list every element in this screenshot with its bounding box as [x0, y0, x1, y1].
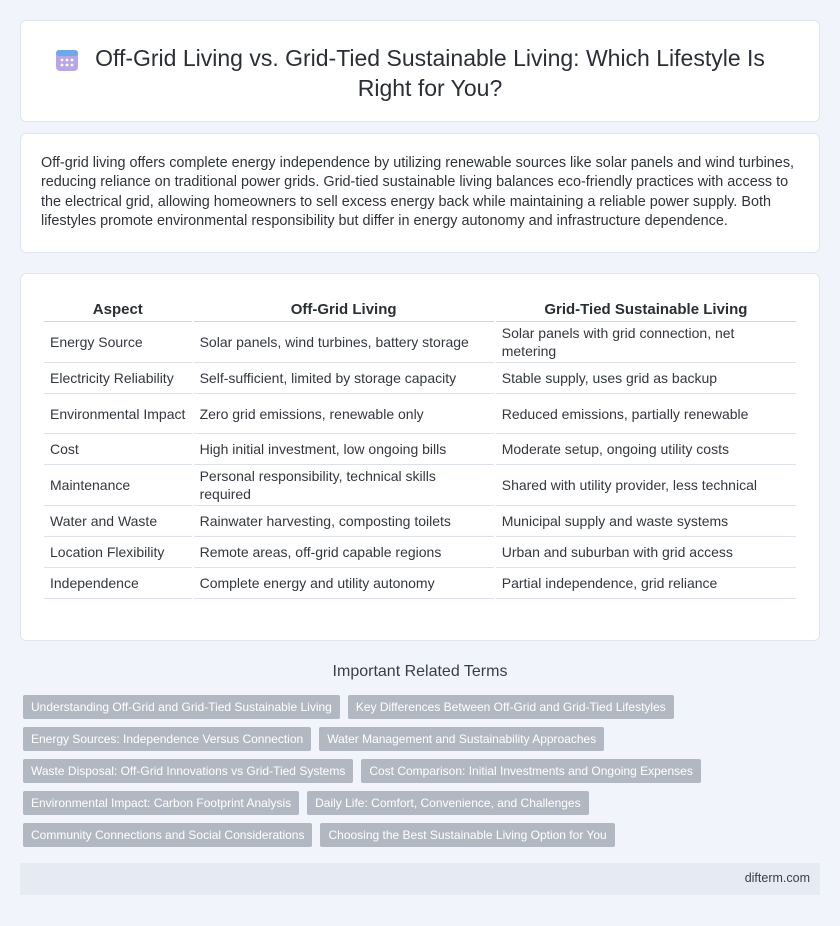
comparison-table-card — [20, 273, 820, 641]
cell-aspect: Maintenance — [44, 465, 192, 506]
cell-off-grid: Zero grid emissions, renewable only — [194, 394, 494, 434]
cell-aspect: Energy Source — [44, 322, 192, 363]
related-term-link[interactable]: Energy Sources: Independence Versus Connection — [23, 727, 311, 751]
cell-aspect: Electricity Reliability — [44, 363, 192, 394]
intro-card — [20, 133, 820, 253]
related-term-link[interactable]: Key Differences Between Off-Grid and Grid-Tied Lifestyles — [348, 695, 674, 719]
table-row — [44, 537, 796, 568]
cell-off-grid: Self-sufficient, limited by storage capacity — [194, 363, 494, 394]
cell-off-grid: Solar panels, wind turbines, battery storage — [194, 322, 494, 363]
cell-grid-tied: Partial independence, grid reliance — [496, 568, 796, 599]
table-row — [44, 322, 796, 363]
comparison-table — [42, 296, 798, 599]
related-terms-heading: Important Related Terms — [332, 663, 508, 680]
cell-grid-tied: Solar panels with grid connection, net metering — [496, 322, 796, 363]
header-grid-tied: Grid-Tied Sustainable Living — [496, 296, 796, 322]
related-term-link[interactable]: Waste Disposal: Off-Grid Innovations vs Grid-Tied Systems — [23, 759, 353, 783]
title-card — [20, 20, 820, 122]
cell-aspect: Cost — [44, 434, 192, 465]
footer — [20, 863, 820, 895]
cell-aspect: Location Flexibility — [44, 537, 192, 568]
cell-grid-tied: Shared with utility provider, less technical — [496, 465, 796, 506]
related-term-link[interactable]: Choosing the Best Sustainable Living Option for You — [320, 823, 614, 847]
cell-grid-tied: Stable supply, uses grid as backup — [496, 363, 796, 394]
related-term-link[interactable]: Daily Life: Comfort, Convenience, and Challenges — [307, 791, 588, 815]
cell-off-grid: Complete energy and utility autonomy — [194, 568, 494, 599]
table-row — [44, 568, 796, 599]
table-row — [44, 465, 796, 506]
cell-grid-tied: Moderate setup, ongoing utility costs — [496, 434, 796, 465]
table-header-row — [44, 296, 796, 322]
table-row — [44, 434, 796, 465]
footer-site-link[interactable]: difterm.com — [744, 871, 810, 885]
cell-grid-tied: Municipal supply and waste systems — [496, 506, 796, 537]
related-term-link[interactable]: Understanding Off-Grid and Grid-Tied Sustainable Living — [23, 695, 340, 719]
table-row — [44, 363, 796, 394]
cell-aspect: Environmental Impact — [44, 394, 192, 434]
related-term-link[interactable]: Water Management and Sustainability Approaches — [319, 727, 604, 751]
table-row — [44, 394, 796, 434]
cell-off-grid: Remote areas, off-grid capable regions — [194, 537, 494, 568]
related-terms-list — [23, 695, 823, 855]
intro-paragraph: Off-grid living offers complete energy independence by utilizing renewable sources like solar panels and wind turbines, reducing reliance on traditional power grids. Grid-tied sustainable living balances eco-friendly practices with access to the electrical grid, allowing homeowners to sell excess energy back while maintaining a reliable power supply. Both lifestyles promote environmental responsibility but differ in energy autonomy and infrastructure dependence. — [41, 155, 795, 230]
header-off-grid: Off-Grid Living — [194, 296, 494, 322]
cell-grid-tied: Reduced emissions, partially renewable — [496, 394, 796, 434]
table-row — [44, 506, 796, 537]
cell-aspect: Water and Waste — [44, 506, 192, 537]
related-term-link[interactable]: Community Connections and Social Considerations — [23, 823, 312, 847]
header-aspect: Aspect — [44, 296, 192, 322]
page-title: Off-Grid Living vs. Grid-Tied Sustainable Living: Which Lifestyle Is Right for You? — [95, 45, 765, 101]
cell-grid-tied: Urban and suburban with grid access — [496, 537, 796, 568]
cell-off-grid: High initial investment, low ongoing bills — [194, 434, 494, 465]
related-term-link[interactable]: Environmental Impact: Carbon Footprint Analysis — [23, 791, 299, 815]
cell-off-grid: Rainwater harvesting, composting toilets — [194, 506, 494, 537]
related-term-link[interactable]: Cost Comparison: Initial Investments and Ongoing Expenses — [361, 759, 701, 783]
cell-aspect: Independence — [44, 568, 192, 599]
cell-off-grid: Personal responsibility, technical skills required — [194, 465, 494, 506]
